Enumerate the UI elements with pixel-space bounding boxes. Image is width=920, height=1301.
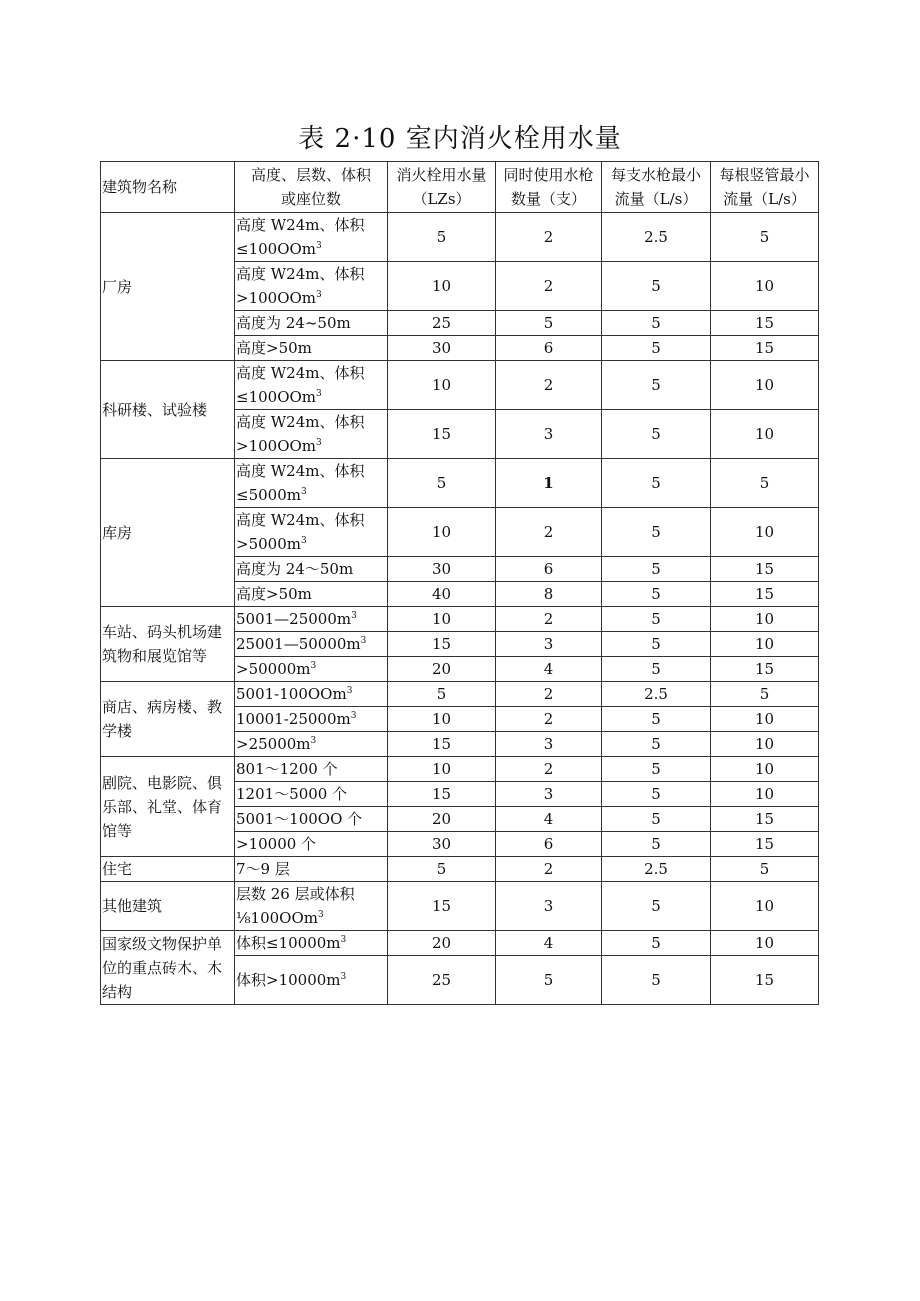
- gun-flow-cell: 5: [602, 832, 711, 857]
- riser-flow-cell: 5: [711, 213, 819, 262]
- gun-flow-cell: 5: [602, 757, 711, 782]
- hydrant-flow-cell: 30: [388, 557, 496, 582]
- table-row: [101, 459, 819, 508]
- riser-flow-cell: 10: [711, 782, 819, 807]
- hydrant-flow-cell: 40: [388, 582, 496, 607]
- hydrant-flow-cell: 5: [388, 857, 496, 882]
- hydrant-flow-cell: 10: [388, 757, 496, 782]
- hydrant-flow-cell: 5: [388, 213, 496, 262]
- spec-cell: 高度>50m: [235, 336, 388, 361]
- hydrant-flow-cell: 25: [388, 956, 496, 1005]
- spec-cell: 高度 W24m、体积 $\le 5000m^3$: [235, 459, 388, 508]
- spec-cell: 高度 W24m、体积 ≤100OOm$^3$: [235, 361, 388, 410]
- table-row: [101, 857, 819, 882]
- header-row: [101, 162, 819, 213]
- header-name: 建筑物名称: [101, 162, 235, 213]
- gun-flow-cell: 5: [602, 782, 711, 807]
- spec-cell: 高度 W24m、体积 $>5000m^3$: [235, 508, 388, 557]
- gun-flow-cell: 2.5: [602, 857, 711, 882]
- gun-flow-cell: 5: [602, 582, 711, 607]
- spec-cell: 层数 26 层或体积 ⅛100OOm$^3$: [235, 882, 388, 931]
- riser-flow-cell: 10: [711, 732, 819, 757]
- gun-count-cell: 3: [496, 410, 602, 459]
- spec-cell: $10001-25000m^3$: [235, 707, 388, 732]
- category-cell: 国家级文物保护单位的重点砖木、木结构: [101, 931, 235, 1005]
- gun-flow-cell: 5: [602, 557, 711, 582]
- hydrant-flow-cell: 25: [388, 311, 496, 336]
- gun-flow-cell: 5: [602, 632, 711, 657]
- gun-flow-cell: 5: [602, 607, 711, 632]
- spec-cell: 5001～100OO 个: [235, 807, 388, 832]
- table-row: [101, 757, 819, 782]
- spec-cell: >10000 个: [235, 832, 388, 857]
- gun-count-cell: 4: [496, 807, 602, 832]
- riser-flow-cell: 10: [711, 931, 819, 956]
- gun-flow-cell: 5: [602, 361, 711, 410]
- gun-count-cell: 2: [496, 213, 602, 262]
- category-cell: 库房: [101, 459, 235, 607]
- riser-flow-cell: 10: [711, 882, 819, 931]
- gun-count-cell: 8: [496, 582, 602, 607]
- header-gun-count: 同时使用水枪 数量（支）: [496, 162, 602, 213]
- gun-count-cell: 4: [496, 931, 602, 956]
- hydrant-flow-cell: 20: [388, 807, 496, 832]
- header-hydrant-flow: 消火栓用水量 （LZs）: [388, 162, 496, 213]
- hydrant-flow-cell: 10: [388, 262, 496, 311]
- gun-count-cell: 3: [496, 732, 602, 757]
- riser-flow-cell: 15: [711, 956, 819, 1005]
- hydrant-flow-cell: 10: [388, 508, 496, 557]
- spec-cell: $5001—25000m^3$: [235, 607, 388, 632]
- gun-count-cell: 5: [496, 956, 602, 1005]
- category-cell: 商店、病房楼、教学楼: [101, 682, 235, 757]
- header-gun-flow: 每支水枪最小 流量（L/s）: [602, 162, 711, 213]
- category-cell: 剧院、电影院、俱乐部、礼堂、体育馆等: [101, 757, 235, 857]
- spec-cell: 高度>50m: [235, 582, 388, 607]
- gun-count-cell: 5: [496, 311, 602, 336]
- riser-flow-cell: 15: [711, 832, 819, 857]
- gun-count-cell: 2: [496, 707, 602, 732]
- spec-cell: 801～1200 个: [235, 757, 388, 782]
- hydrant-flow-cell: 30: [388, 336, 496, 361]
- riser-flow-cell: 15: [711, 311, 819, 336]
- spec-cell: 高度 W24m、体积 >100OOm$^3$: [235, 262, 388, 311]
- riser-flow-cell: 5: [711, 857, 819, 882]
- hydrant-flow-cell: 10: [388, 607, 496, 632]
- spec-cell: 体积$>10000m^3$: [235, 956, 388, 1005]
- riser-flow-cell: 10: [711, 757, 819, 782]
- table-row: [101, 882, 819, 931]
- table-row: [101, 931, 819, 956]
- riser-flow-cell: 10: [711, 262, 819, 311]
- category-cell: 科研楼、试验楼: [101, 361, 235, 459]
- spec-cell: 高度为 24~50m: [235, 311, 388, 336]
- gun-flow-cell: 5: [602, 732, 711, 757]
- hydrant-flow-cell: 10: [388, 361, 496, 410]
- spec-cell: 体积$\le 10000m^3$: [235, 931, 388, 956]
- riser-flow-cell: 10: [711, 508, 819, 557]
- gun-count-cell: 2: [496, 607, 602, 632]
- spec-cell: $25001—50000m^3$: [235, 632, 388, 657]
- hydrant-flow-cell: 15: [388, 632, 496, 657]
- riser-flow-cell: 15: [711, 557, 819, 582]
- gun-flow-cell: 5: [602, 262, 711, 311]
- category-cell: 车站、码头机场建筑物和展览馆等: [101, 607, 235, 682]
- hydrant-flow-cell: 5: [388, 682, 496, 707]
- category-cell: 住宅: [101, 857, 235, 882]
- hydrant-flow-cell: 20: [388, 657, 496, 682]
- riser-flow-cell: 10: [711, 361, 819, 410]
- category-cell: 厂房: [101, 213, 235, 361]
- riser-flow-cell: 10: [711, 632, 819, 657]
- hydrant-flow-cell: 5: [388, 459, 496, 508]
- header-riser-flow: 每根竖管最小 流量（L/s）: [711, 162, 819, 213]
- hydrant-flow-cell: 30: [388, 832, 496, 857]
- riser-flow-cell: 5: [711, 459, 819, 508]
- riser-flow-cell: 10: [711, 410, 819, 459]
- hydrant-flow-cell: 10: [388, 707, 496, 732]
- gun-flow-cell: 5: [602, 311, 711, 336]
- hydrant-water-table: [100, 161, 819, 1005]
- gun-count-cell: 6: [496, 557, 602, 582]
- riser-flow-cell: 15: [711, 582, 819, 607]
- gun-flow-cell: 5: [602, 336, 711, 361]
- gun-count-cell: 1: [496, 459, 602, 508]
- spec-cell: 高度 W24m、体积 >100OOm$^3$: [235, 410, 388, 459]
- gun-count-cell: 4: [496, 657, 602, 682]
- gun-count-cell: 2: [496, 857, 602, 882]
- gun-flow-cell: 5: [602, 410, 711, 459]
- gun-count-cell: 6: [496, 832, 602, 857]
- spec-cell: 高度 W24m、体积 ≤100OOm$^3$: [235, 213, 388, 262]
- gun-flow-cell: 5: [602, 508, 711, 557]
- riser-flow-cell: 15: [711, 807, 819, 832]
- hydrant-flow-cell: 15: [388, 732, 496, 757]
- gun-flow-cell: 5: [602, 882, 711, 931]
- header-spec: 高度、层数、体积 或座位数: [235, 162, 388, 213]
- gun-flow-cell: 5: [602, 657, 711, 682]
- gun-flow-cell: 5: [602, 807, 711, 832]
- spec-cell: 高度为 24～50m: [235, 557, 388, 582]
- spec-cell: 5001-100OOm$^3$: [235, 682, 388, 707]
- riser-flow-cell: 10: [711, 607, 819, 632]
- gun-flow-cell: 5: [602, 459, 711, 508]
- gun-count-cell: 2: [496, 361, 602, 410]
- gun-count-cell: 3: [496, 632, 602, 657]
- table-row: [101, 682, 819, 707]
- table-title: 表 2·10 室内消火栓用水量: [298, 124, 622, 154]
- gun-count-cell: 2: [496, 508, 602, 557]
- riser-flow-cell: 15: [711, 336, 819, 361]
- spec-cell: 1201～5000 个: [235, 782, 388, 807]
- table-row: [101, 213, 819, 262]
- gun-flow-cell: 2.5: [602, 682, 711, 707]
- gun-count-cell: 3: [496, 882, 602, 931]
- hydrant-flow-cell: 20: [388, 931, 496, 956]
- gun-count-cell: 2: [496, 262, 602, 311]
- hydrant-flow-cell: 15: [388, 410, 496, 459]
- gun-count-cell: 2: [496, 757, 602, 782]
- riser-flow-cell: 15: [711, 657, 819, 682]
- gun-flow-cell: 2.5: [602, 213, 711, 262]
- hydrant-flow-cell: 15: [388, 782, 496, 807]
- riser-flow-cell: 10: [711, 707, 819, 732]
- category-cell: 其他建筑: [101, 882, 235, 931]
- table-row: [101, 361, 819, 410]
- spec-cell: $>50000m^3$: [235, 657, 388, 682]
- gun-count-cell: 3: [496, 782, 602, 807]
- gun-count-cell: 2: [496, 682, 602, 707]
- gun-flow-cell: 5: [602, 931, 711, 956]
- spec-cell: 7～9 层: [235, 857, 388, 882]
- hydrant-flow-cell: 15: [388, 882, 496, 931]
- gun-flow-cell: 5: [602, 707, 711, 732]
- gun-flow-cell: 5: [602, 956, 711, 1005]
- gun-count-cell: 6: [496, 336, 602, 361]
- table-row: [101, 607, 819, 632]
- riser-flow-cell: 5: [711, 682, 819, 707]
- spec-cell: $>25000m^3$: [235, 732, 388, 757]
